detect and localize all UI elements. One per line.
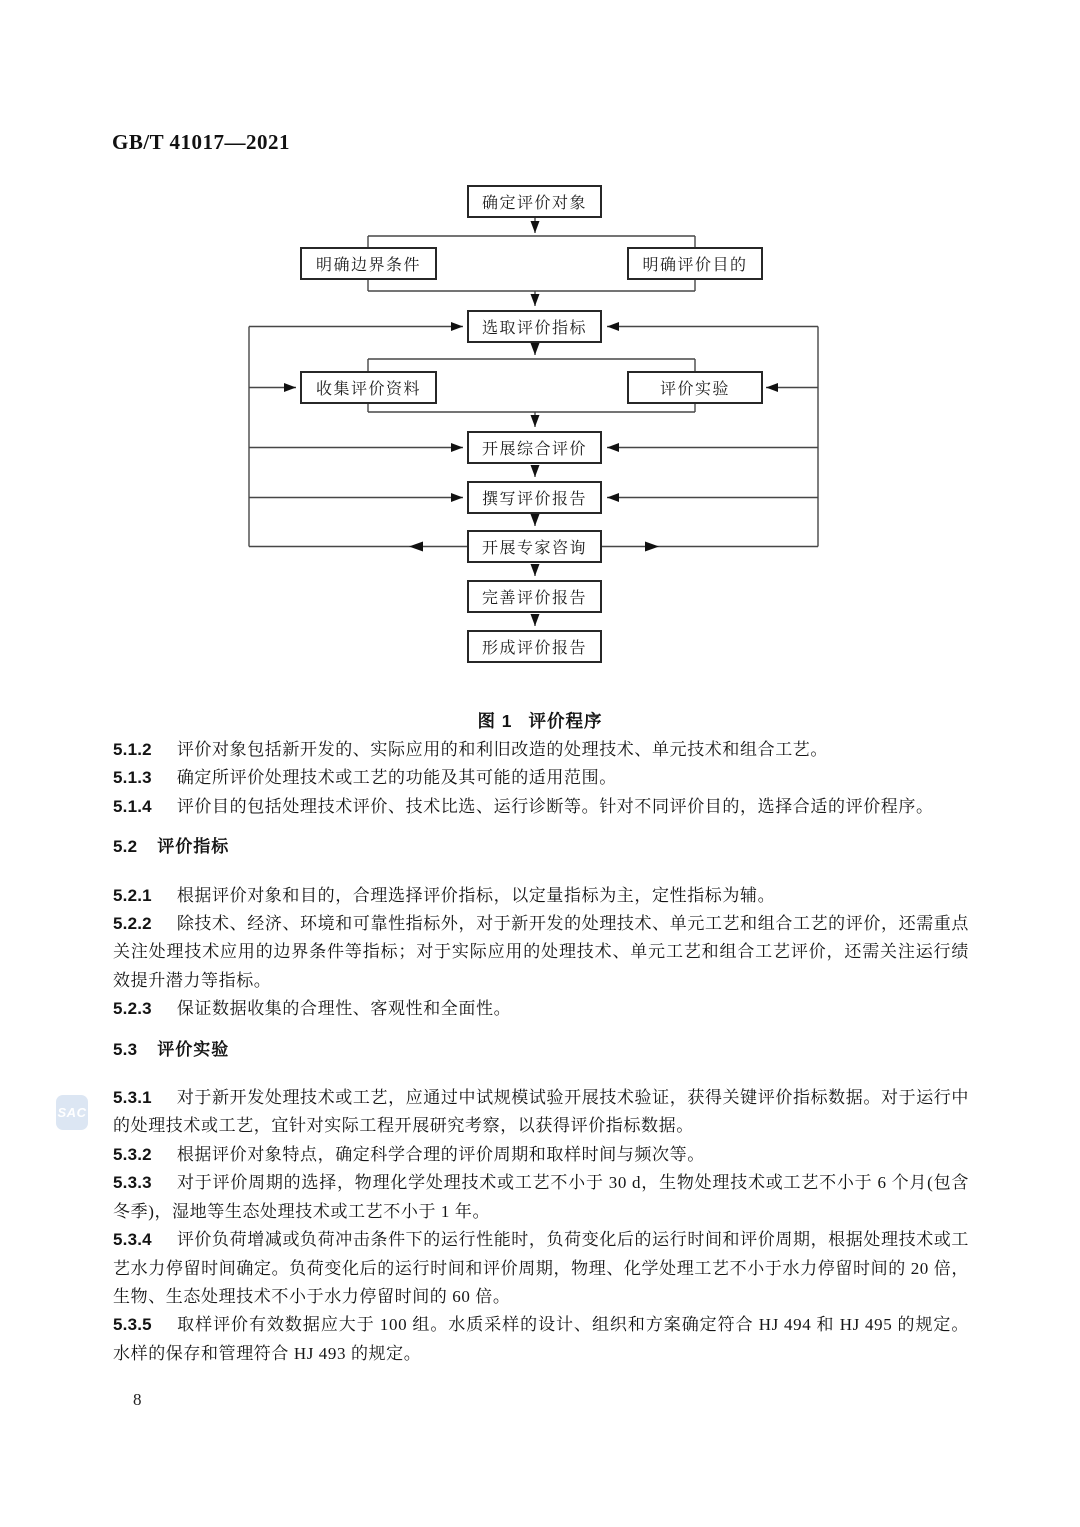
figure-caption-title: 评价程序 [528, 710, 603, 731]
clause-number: 5.3.5 [113, 1315, 152, 1335]
flow-node-improve-report: 完善评价报告 [467, 580, 602, 613]
clause-number: 5.1.4 [113, 796, 152, 816]
clause-5-3-4 [113, 1226, 969, 1311]
clause-5-1-4 [113, 793, 969, 821]
clause-5-3-2 [113, 1141, 969, 1169]
flow-node-collect-materials: 收集评价资料 [300, 371, 437, 404]
clause-number: 5.1.2 [113, 740, 152, 759]
right-out-arrowhead [645, 542, 659, 552]
clause-number: 5.3.1 [113, 1088, 152, 1108]
clause-text: 除技术、经济、环境和可靠性指标外，对于新开发的处理技术、单元工艺和组合工艺的评价，还需重点关注处理技术应用的边界条件等指标；对于实际应用的处理技术、单元工艺和组合工艺评价，还需关注运行绩效提升潜力等指标。 [113, 914, 969, 990]
clause-5-1-3 [113, 764, 969, 792]
clause-number: 5.2.1 [113, 885, 152, 905]
flow-node-clarify-boundary: 明确边界条件 [300, 247, 437, 280]
clause-5-2-3 [113, 995, 969, 1023]
figure-caption-label: 图 1 [477, 710, 513, 731]
clause-text: 评价负荷增减或负荷冲击条件下的运行性能时，负荷变化后的运行时间和评价周期，根据处理技术或工艺水力停留时间确定。负荷变化后的运行时间和评价周期，物理、化学处理工艺不小于水力停留时间的 20 倍，生物、生态处理技术不小于水力停留时间的 60 倍。 [113, 1230, 969, 1306]
clause-text: 评价对象包括新开发的、实际应用的和利旧改造的处理技术、单元技术和组合工艺。 [176, 740, 829, 759]
flow-node-select-indicators: 选取评价指标 [467, 310, 602, 343]
clause-number: 5.3 [113, 1039, 138, 1059]
heading-5-3 [113, 1036, 969, 1064]
figure-caption [0, 705, 1080, 735]
clause-text: 确定所评价处理技术或工艺的功能及其可能的适用范围。 [176, 768, 617, 788]
left-out-arrowhead [409, 542, 423, 552]
clause-5-2-2 [113, 910, 969, 995]
flow-node-determine-object: 确定评价对象 [467, 185, 602, 218]
flow-node-write-report: 撰写评价报告 [467, 481, 602, 514]
clause-text: 对于评价周期的选择，物理化学处理技术或工艺不小于 30 d，生物处理技术或工艺不小于 6 个月(包含冬季)，湿地等生态处理技术或工艺不小于 1 年。 [113, 1173, 969, 1221]
heading-title: 评价实验 [157, 1039, 230, 1059]
clause-5-3-1 [113, 1084, 969, 1141]
clause-5-3-3 [113, 1169, 969, 1226]
clause-number: 5.2 [113, 837, 138, 857]
heading-5-2 [113, 833, 969, 861]
clause-5-2-1 [113, 882, 969, 910]
clause-text-block [113, 736, 969, 1368]
clause-number: 5.3.3 [113, 1173, 152, 1193]
clause-5-1-2 [113, 736, 969, 764]
standard-number: GB/T 41017—2021 [112, 130, 291, 154]
clause-text: 对于新开发处理技术或工艺，应通过中试规模试验开展技术验证，获得关键评价指标数据。对于运行中的处理技术或工艺，宜针对实际工程开展研究考察，以获得评价指标数据。 [113, 1088, 969, 1136]
page-number: 8 [133, 1390, 142, 1409]
clause-text: 保证数据收集的合理性、客观性和全面性。 [176, 999, 512, 1019]
flow-node-evaluation-experiment: 评价实验 [627, 371, 763, 404]
clause-text: 评价目的包括处理技术评价、技术比选、运行诊断等。针对不同评价目的，选择合适的评价程序。 [176, 796, 934, 816]
heading-title: 评价指标 [157, 837, 230, 857]
flow-node-final-report: 形成评价报告 [467, 630, 602, 663]
clause-text: 取样评价有效数据应大于 100 组。水质采样的设计、组织和方案确定符合 HJ 494 和 HJ 495 的规定。水样的保存和管理符合 HJ 493 的规定。 [113, 1315, 969, 1363]
clause-text: 根据评价对象特点，确定科学合理的评价周期和取样时间与频次等。 [176, 1144, 705, 1164]
flow-node-expert-consultation: 开展专家咨询 [467, 530, 602, 563]
clause-number: 5.3.4 [113, 1230, 152, 1250]
clause-number: 5.1.3 [113, 768, 152, 788]
flow-node-comprehensive-evaluation: 开展综合评价 [467, 431, 602, 464]
clause-number: 5.2.3 [113, 999, 152, 1019]
clause-5-3-5 [113, 1311, 969, 1368]
clause-number: 5.3.2 [113, 1144, 152, 1164]
clause-number: 5.2.2 [113, 914, 152, 934]
sac-watermark-logo: SAC [56, 1095, 88, 1130]
flow-node-clarify-purpose: 明确评价目的 [627, 247, 763, 280]
clause-text: 根据评价对象和目的，合理选择评价指标，以定量指标为主，定性指标为辅。 [176, 885, 776, 905]
